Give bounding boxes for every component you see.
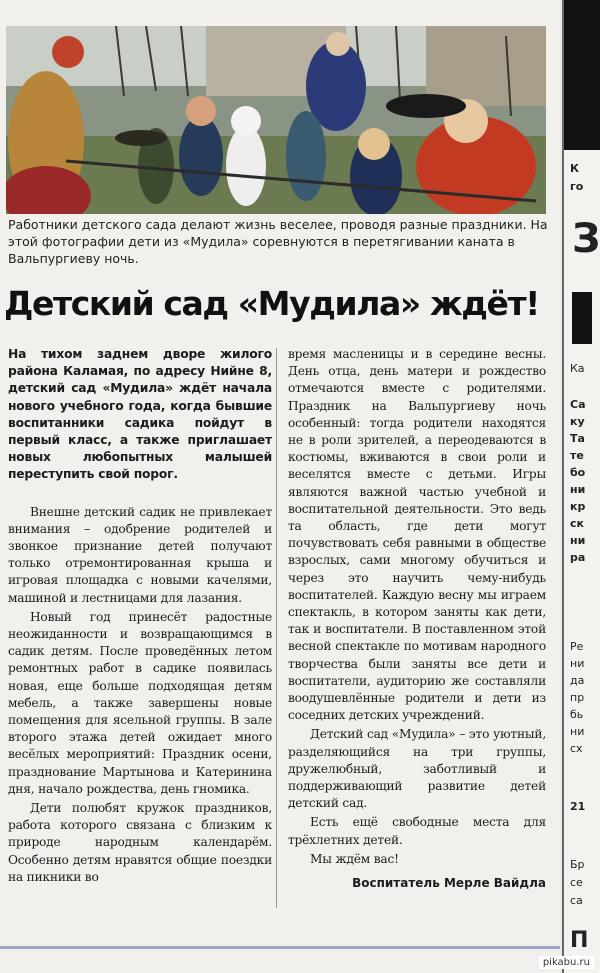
gutter-fragment: те — [570, 449, 584, 462]
gutter-fragment: пр — [570, 691, 585, 704]
body-paragraph: Новый год принесёт радостные неожиданности и возвращающимся в садик детям. После проведённых летом ремонтных работ в садике появилась новая, еще больше подходящая детям мебель, а также завершены новые помещения для ясельной группы. В зале второго этажа детей ожидает много весёлых мероприятий: Праздник осени, празднование Мартынова и Катеринина дня, начало рождества, день гномика. — [8, 609, 272, 796]
photo-caption: Работники детского сада делают жизнь веселее, проводя разные праздники. На этой фотографии дети из «Мудила» соревнуются в перетягивании каната в Вальпургиеву ночь. — [8, 217, 548, 266]
gutter-fragment: кр — [570, 500, 586, 513]
gutter-fragment: Ре — [570, 640, 584, 653]
gutter-fragment: са — [570, 894, 583, 907]
gutter-fragment: се — [570, 876, 583, 889]
adjacent-headline-edge — [572, 292, 592, 344]
gutter-fragment: Та — [570, 432, 585, 445]
gutter-fragment: З — [572, 216, 600, 262]
article-photo — [6, 26, 546, 214]
gutter-fragment: бо — [570, 466, 586, 479]
gutter-fragment: ни — [570, 483, 586, 496]
gutter-fragment: ни — [570, 725, 585, 738]
watermark: pikabu.ru — [539, 956, 594, 969]
body-paragraph: Мы ждём вас! — [310, 851, 399, 866]
gutter-fragment: Бр — [570, 858, 585, 871]
tug-of-war-photo — [6, 26, 546, 214]
gutter-fragment: Са — [570, 398, 586, 411]
gutter-fragment: Ка — [570, 362, 585, 375]
article-right-column — [288, 346, 546, 890]
body-paragraph: Есть ещё свободные места для трёхлетних детей. — [288, 815, 546, 847]
column-divider — [276, 348, 277, 908]
article-left-column — [8, 346, 272, 886]
body-paragraph: Внешне детский садик не привлекает внимания – одобрение родителей и звонкое признание детей получают только отремонтированная крыша и игровая площадка с новыми качелями, машиной и лестницами для лазания. — [8, 504, 272, 605]
gutter-fragment: да — [570, 674, 585, 687]
article-lead: На тихом заднем дворе жилого района Каламая, по адресу Нийне 8, детский сад «Мудила» ждёт начала нового учебного года, когда бывшие воспитанники садика пойдут в первый класс, а также приглашает новых любопытных малышей переступить свой порог. — [8, 347, 272, 482]
gutter-fragment: К — [570, 162, 579, 175]
gutter-fragment: ни — [570, 534, 586, 547]
adjacent-photo-edge — [564, 0, 600, 150]
adjacent-article-edge — [562, 0, 600, 973]
body-paragraph: Детский сад «Мудила» – это уютный, разделяющийся на три группы, дружелюбный, заботливый и поддерживающий развитие детей детский сад. — [288, 727, 546, 811]
gutter-fragment: П — [570, 928, 589, 953]
gutter-fragment: ра — [570, 551, 586, 564]
page-bottom-rule — [0, 946, 560, 949]
gutter-fragment: ку — [570, 415, 585, 428]
body-paragraph: время масленицы и в середине весны. День отца, день матери и рождество отмечаются вместе с родителями. Праздник на Вальпургиеву ночь особенный: тогда родители находятся не в роли зрителей, а переодеваются в костюмы, вживаются в свои роли и веселятся вместе с детьми. Игры являются важной частью учебной и воспитательной деятельности. Это ведь та область, где дети могут почувствовать себя равными в обществе взрослых, сами многому обучиться и через это научить чему-нибудь воспитателей. Каждую весну мы играем спектакль, в котором заняты как дети, так и воспитатели. В поставленном этой весной спектакле по мотивам народного творчества были заняты все дети и воспитатели, аудиторию же составляли воодушевлённые родители и дети из соседних детских учреждений. — [288, 347, 546, 723]
gutter-fragment: 21 — [570, 800, 586, 813]
gutter-fragment: ни — [570, 657, 585, 670]
gutter-fragment: сх — [570, 742, 583, 755]
article-headline: Детский сад «Мудила» ждёт! — [4, 284, 539, 323]
gutter-fragment: го — [570, 180, 584, 193]
gutter-fragment: бь — [570, 708, 584, 721]
body-paragraph: Дети полюбят кружок праздников, работа которого связана с близким к природе народным календарём. Особенно детям нравятся общие поездки на пикники во — [8, 801, 272, 884]
article-signature: Воспитатель Мерле Вайдла — [352, 876, 546, 891]
gutter-fragment: ск — [570, 517, 584, 530]
